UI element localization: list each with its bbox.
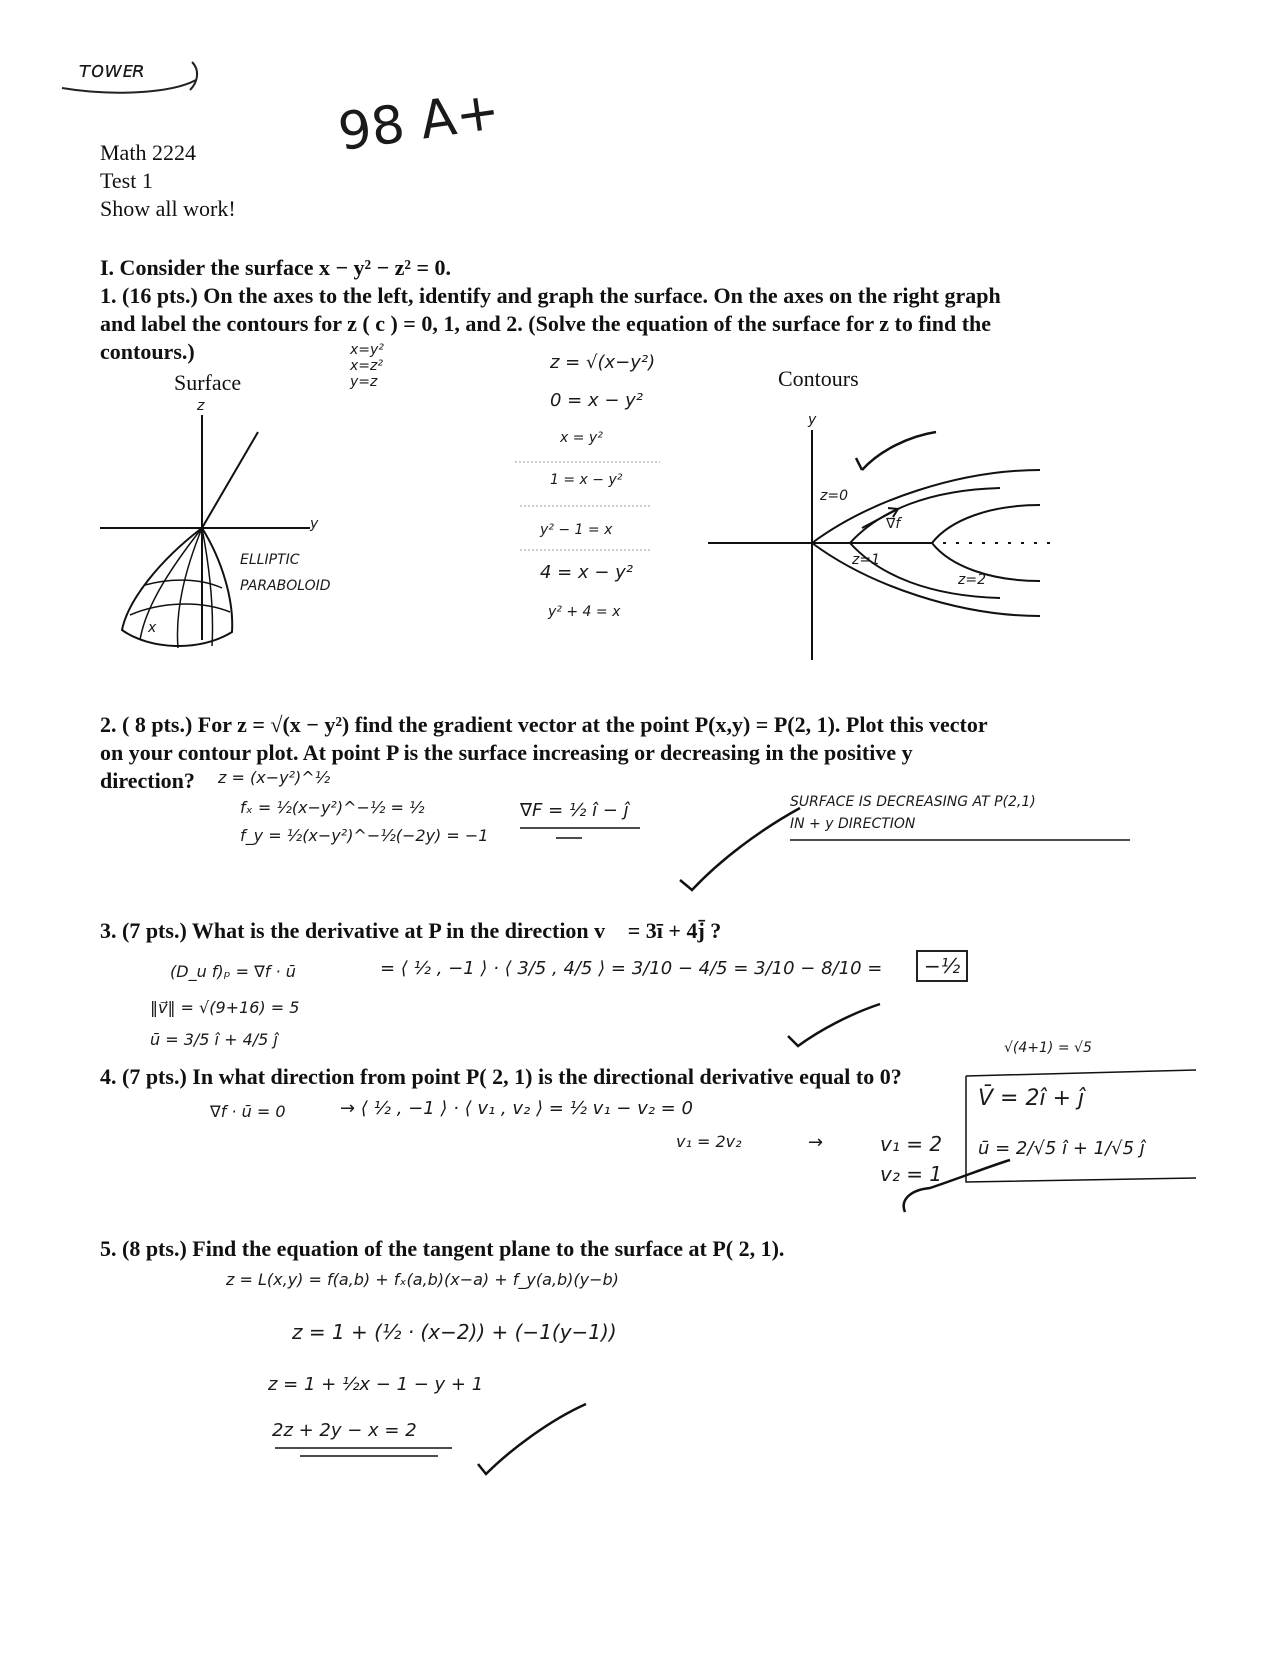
contour-work-3: x = y²: [560, 430, 603, 446]
q4-work-5: v₁ = 2: [880, 1132, 943, 1156]
contour-label-gradient: ∇f: [886, 516, 901, 532]
q5-work-3: z = 1 + ½x − 1 − y + 1: [268, 1374, 484, 1395]
surface-axis-x: x: [148, 620, 157, 636]
q2-line2: on your contour plot. At point P is the surface increasing or decreasing in the positive y: [100, 740, 913, 765]
q3-answer: −½: [916, 950, 968, 982]
instruction-text: Show all work!: [100, 196, 236, 221]
surface-axis-y: y: [310, 516, 319, 532]
test-title: Test 1: [100, 168, 153, 193]
surface-note-paraboloid: PARABOLOID: [240, 578, 331, 594]
q3-work-3: ‖v⃗‖ = √(9+16) = 5: [150, 998, 300, 1017]
q5-work-2: z = 1 + (½ · (x−2)) + (−1(y−1)): [292, 1320, 617, 1344]
contour-work-7: y² + 4 = x: [548, 604, 621, 620]
contour-work-1: z = √(x−y²): [550, 352, 656, 373]
q3-work-1: (D_u f)ₚ = ∇f · ū: [170, 962, 296, 981]
contour-axis-y: y: [808, 412, 817, 428]
q4-work-6: v₂ = 1: [880, 1162, 943, 1186]
margin-note-2: x=z²: [350, 358, 383, 374]
surface-label: Surface: [174, 370, 242, 395]
q2-work-z: z = (x−y²)^½: [218, 768, 331, 787]
q4-answer-line2: ū = 2/√5 î + 1/√5 ĵ: [978, 1138, 1145, 1159]
q3-work-2: = ⟨ ½ , −1 ⟩ · ⟨ 3/5 , 4/5 ⟩ = 3/10 − 4/5 = 3/10 − 8/10 =: [380, 958, 883, 979]
contour-label-z1: z=1: [852, 552, 880, 568]
top-scribble: ᴛᴏᴡᴇʀ: [78, 58, 147, 83]
contour-work-2: 0 = x − y²: [550, 390, 644, 411]
q2-line3: direction?: [100, 768, 195, 793]
margin-note-3: y=z: [350, 374, 378, 390]
q3-line: 3. (7 pts.) What is the derivative at P in the direction v⃗ = 3ī + 4j̄ ?: [100, 918, 722, 943]
surface-axis-z: z: [197, 398, 205, 414]
q2-answer-line2: IN + y DIRECTION: [790, 816, 916, 832]
section-intro: I. Consider the surface x − y² − z² = 0.: [100, 255, 452, 280]
course-title: Math 2224: [100, 140, 196, 165]
contour-label-z2: z=2: [958, 572, 986, 588]
q3-work-4: ū = 3/5 î + 4/5 ĵ: [150, 1030, 278, 1049]
q4-answer-line1: V̄ = 2î + ĵ: [978, 1086, 1085, 1111]
q5-line: 5. (8 pts.) Find the equation of the tangent plane to the surface at P( 2, 1).: [100, 1236, 785, 1261]
q5-work-1: z = L(x,y) = f(a,b) + fₓ(a,b)(x−a) + f_y(a,b)(y−b): [226, 1270, 619, 1289]
q2-gradient: ∇F = ½ î − ĵ: [520, 800, 629, 821]
q1-line3: contours.): [100, 339, 195, 364]
q4-side-note: √(4+1) = √5: [1004, 1040, 1092, 1056]
q2-work-fx: fₓ = ½(x−y²)^−½ = ½: [240, 798, 425, 817]
q4-work-2: → ⟨ ½ , −1 ⟩ · ⟨ v₁ , v₂ ⟩ = ½ v₁ − v₂ = 0: [340, 1098, 693, 1119]
q4-work-3: v₁ = 2v₂: [676, 1132, 742, 1151]
q2-work-fy: f_y = ½(x−y²)^−½(−2y) = −1: [240, 826, 489, 845]
q4-line: 4. (7 pts.) In what direction from point P( 2, 1) is the directional derivative equal to 0?: [100, 1064, 902, 1089]
contour-work-6: 4 = x − y²: [540, 562, 634, 583]
margin-note-1: x=y²: [350, 342, 384, 358]
q4-work-4: →: [808, 1132, 824, 1153]
q5-work-4: 2z + 2y − x = 2: [272, 1420, 417, 1441]
contour-work-4: 1 = x − y²: [550, 472, 623, 488]
q1-line2: and label the contours for z ( c ) = 0, 1, and 2. (Solve the equation of the surface for z to find the: [100, 311, 992, 336]
contours-label: Contours: [778, 366, 859, 391]
grade-mark: 98 A+: [334, 81, 504, 163]
contour-label-z0: z=0: [820, 488, 848, 504]
q2-answer-line1: SURFACE IS DECREASING AT P(2,1): [790, 794, 1036, 810]
contour-work-5: y² − 1 = x: [540, 522, 613, 538]
q4-work-1: ∇f · ū = 0: [210, 1102, 286, 1121]
q1-line1: 1. (16 pts.) On the axes to the left, identify and graph the surface. On the axes on the right graph: [100, 283, 1001, 308]
surface-note-elliptic: ELLIPTIC: [240, 552, 300, 568]
q2-line1: 2. ( 8 pts.) For z = √(x − y²) find the gradient vector at the point P(x,y) = P(2, 1). Plot this vector: [100, 712, 988, 737]
